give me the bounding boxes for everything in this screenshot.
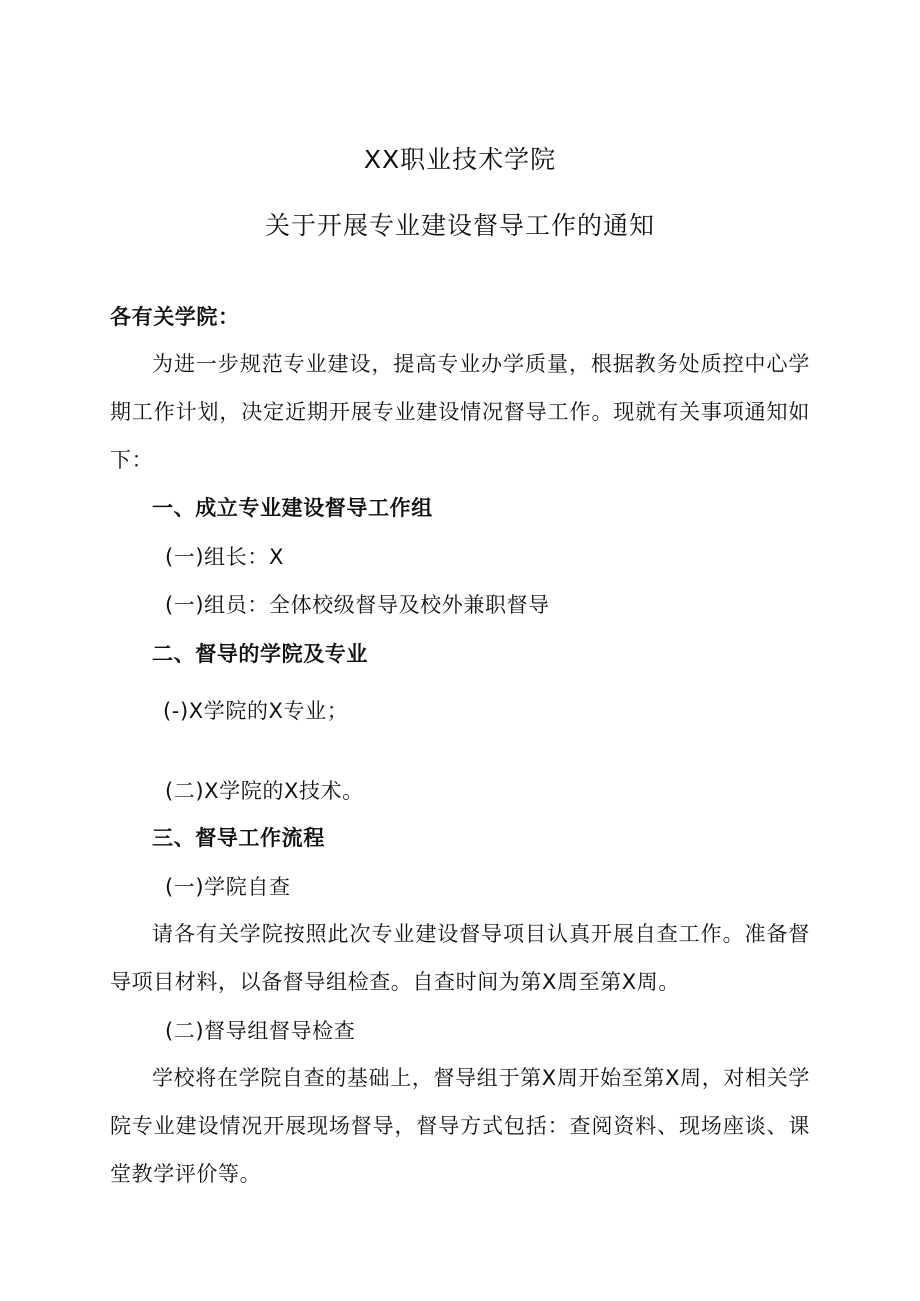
section2-heading: 二、督导的学院及专业	[152, 642, 368, 666]
section3-heading: 三、督导工作流程	[152, 826, 325, 850]
document-title-notice: 关于开展专业建设督导工作的通知	[264, 211, 655, 240]
section2-item-2: (二)X学院的X技术。	[165, 779, 364, 803]
section1-heading: 一、成立专业建设督导工作组	[152, 496, 433, 520]
section1-item-leader: (一)组长：X	[165, 545, 284, 569]
section2-item-1: (-)X学院的X专业；	[163, 699, 349, 723]
section1-item-members: (一)组员：全体校级督导及校外兼职督导	[165, 593, 550, 617]
section3-sub2-heading: (二)督导组督导检查	[165, 1019, 356, 1043]
document-title-school: XX职业技术学院	[363, 145, 557, 174]
intro-paragraph: 为进一步规范专业建设，提高专业办学质量，根据教务处质控中心学期工作计划，决定近期开展专业建设情况督导工作。现就有关事项通知如下：	[110, 352, 810, 472]
section3-sub1-paragraph: 请各有关学院按照此次专业建设督导项目认真开展自查工作。准备督导项目材料，以备督导组检查。自查时间为第X周至第X周。	[110, 922, 810, 994]
section3-sub1-heading: (一)学院自查	[165, 875, 291, 899]
salutation: 各有关学院：	[110, 305, 240, 329]
section3-sub2-paragraph: 学校将在学院自查的基础上，督导组于第X周开始至第X周，对相关学院专业建设情况开展现场督导，督导方式包括：查阅资料、现场座谈、课堂教学评价等。	[110, 1066, 810, 1186]
